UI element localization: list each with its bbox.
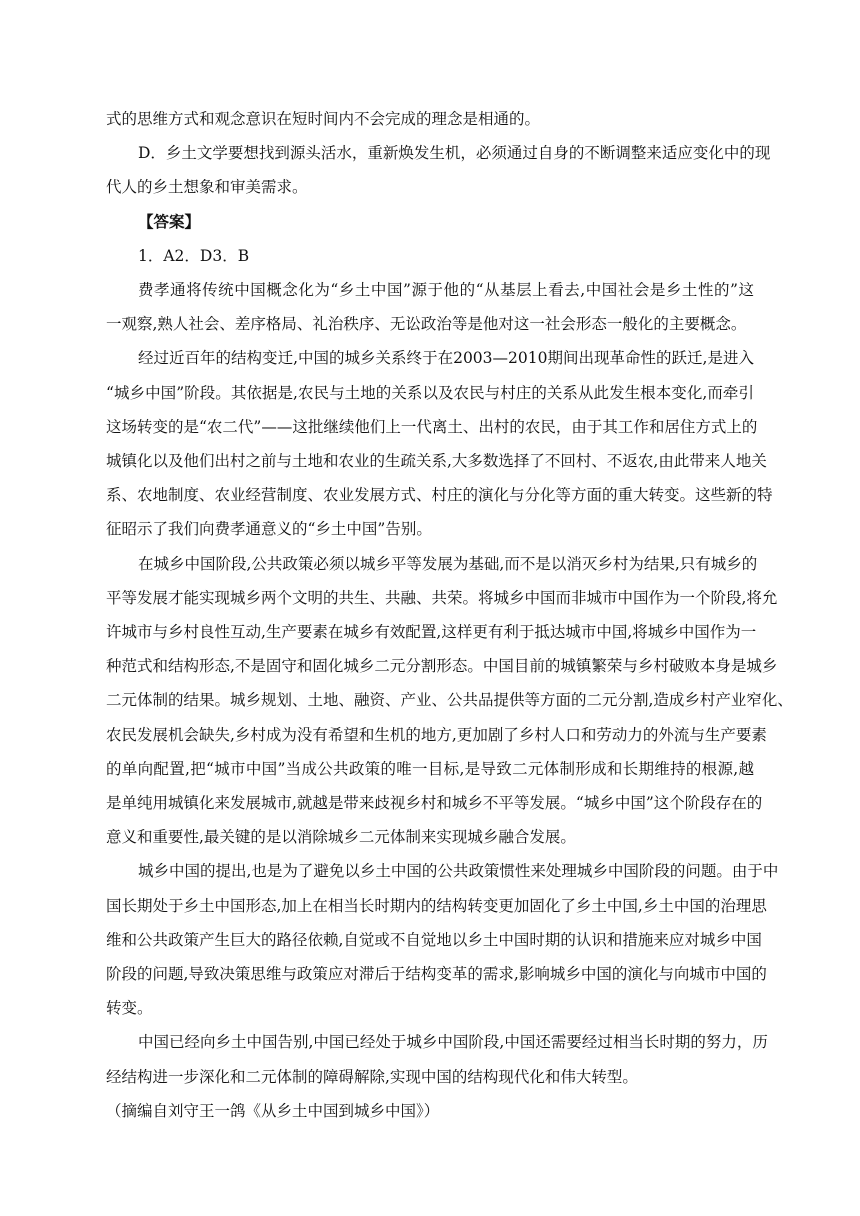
text-line: 代人的乡土想象和审美需求。 xyxy=(106,178,308,197)
answer-heading: 【答案】 xyxy=(138,211,201,231)
text-line: 式的思维方式和观念意识在短时间内不会完成的理念是相通的。 xyxy=(106,110,541,128)
text-line: 这场转变的是“农二代”——这批继续他们上一代离土、出村的农民，由于其工作和居住方式上的 xyxy=(106,417,758,436)
text-line: 在城乡中国阶段,公共政策必须以城乡平等发展为基础,而不是以消灭乡村为结果,只有城乡的 xyxy=(138,554,758,573)
text-line: “城乡中国”阶段。其依据是,农民与土地的关系以及农民与村庄的关系从此发生根本变化,而牵引 xyxy=(106,383,754,402)
text-line: 经结构进一步深化和二元体制的障碍解除,实现中国的结构现代化和伟大转型。 xyxy=(106,1067,638,1086)
text-line: 二元体制的结果。城乡规划、土地、融资、产业、公共品提供等方面的二元分割,造成乡村产业窄化、 xyxy=(106,691,793,710)
text-line: 平等发展才能实现城乡两个文明的共生、共融、共荣。将城乡中国而非城市中国作为一个阶段,将允 xyxy=(106,588,778,607)
text-line: 系、农地制度、农业经营制度、农业发展方式、村庄的演化与分化等方面的重大转变。这些新的特 xyxy=(106,486,773,505)
text-line: 农民发展机会缺失,乡村成为没有希望和生机的地方,更加剧了乡村人口和劳动力的外流与生产要素 xyxy=(106,725,767,744)
source-citation: （摘编自刘守王一鸽《从乡土中国到城乡中国》） xyxy=(106,1101,440,1120)
text-line: 是单纯用城镇化来发展城市,就越是带来歧视乡村和城乡不平等发展。“城乡中国”这个阶段存在的 xyxy=(106,794,763,813)
text-line: 一观察,熟人社会、差序格局、礼治秩序、无讼政治等是他对这一社会形态一般化的主要概念。 xyxy=(106,315,747,334)
text-line: 征昭示了我们向费孝通意义的“乡土中国”告别。 xyxy=(106,520,432,539)
text-line: 城镇化以及他们出村之前与土地和农业的生疏关系,大多数选择了不回村、不返农,由此带来人地关 xyxy=(106,452,767,471)
text-line: 国长期处于乡土中国形态,加上在相当长时期内的结构转变更加固化了乡土中国,乡土中国的治理思 xyxy=(106,896,767,915)
text-line: 许城市与乡村良性互动,生产要素在城乡有效配置,这样更有利于抵达城市中国,将城乡中国作为一 xyxy=(106,623,757,642)
text-line: 种范式和结构形态,不是固守和固化城乡二元分割形态。中国目前的城镇繁荣与乡村破败本身是城乡 xyxy=(106,657,778,676)
text-line: 维和公共政策产生巨大的路径依赖,自觉或不自觉地以乡土中国时期的认识和措施来应对城乡中国 xyxy=(106,930,762,949)
text-line: 经过近百年的结构变迁,中国的城乡关系终于在2003—2010期间出现革命性的跃迁,是进入 xyxy=(138,349,754,368)
text-line: 城乡中国的提出,也是为了避免以乡土中国的公共政策惯性来处理城乡中国阶段的问题。由于中 xyxy=(138,862,779,881)
text-line: 转变。 xyxy=(106,999,153,1018)
text-line: 的单向配置,把“城市中国”当成公共政策的唯一目标,是导致二元体制形成和长期维持的根源,越 xyxy=(106,759,754,778)
text-line: D．乡土文学要想找到源头活水，重新焕发生机，必须通过自身的不断调整来适应变化中的现 xyxy=(138,144,771,163)
document-body xyxy=(106,102,793,1128)
text-line: 费孝通将传统中国概念化为“乡土中国”源于他的“从基层上看去,中国社会是乡土性的”这 xyxy=(138,281,754,300)
text-line: 意义和重要性,最关键的是以消除城乡二元体制来实现城乡融合发展。 xyxy=(106,828,576,847)
text-line: 中国已经向乡土中国告别,中国已经处于城乡中国阶段,中国还需要经过相当长时期的努力，历 xyxy=(138,1033,768,1052)
text-line: 阶段的问题,导致决策思维与政策应对滞后于结构变革的需求,影响城乡中国的演化与向城市中国的 xyxy=(106,965,767,984)
text-line: 1．A2．D3．B xyxy=(138,246,250,265)
